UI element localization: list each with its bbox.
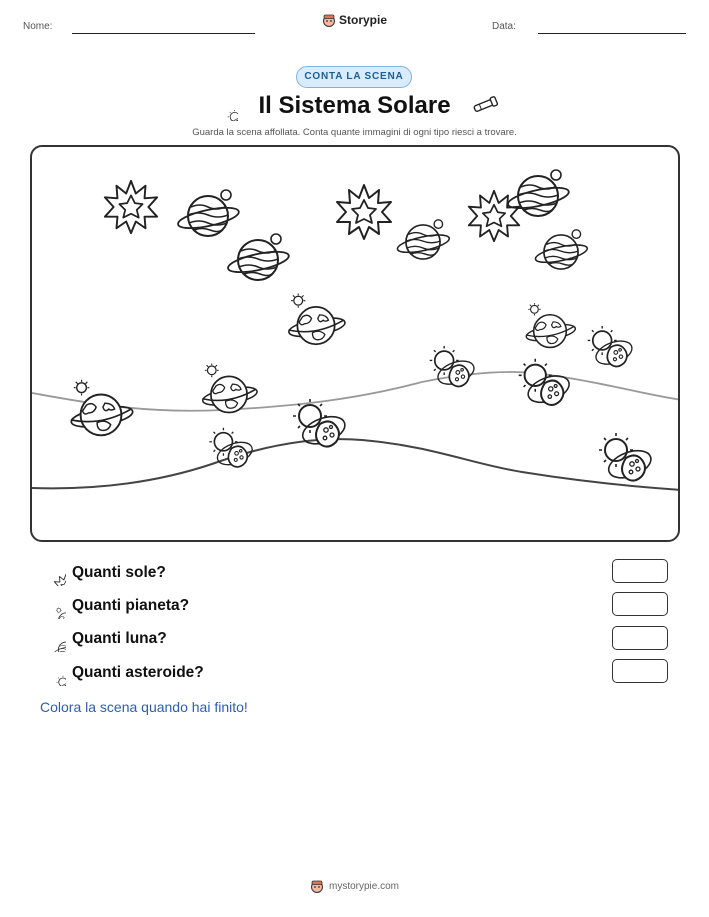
answer-box-pianeta[interactable]: [612, 592, 668, 616]
sun-star-icon: [105, 181, 157, 233]
moon-planet-icon: [396, 220, 451, 259]
storypie-mascot-icon: [310, 879, 324, 893]
name-label: Nome:: [23, 21, 53, 32]
date-line[interactable]: [538, 33, 686, 34]
answer-box-asteroide[interactable]: [612, 659, 668, 683]
asteroid-icon: [430, 346, 477, 389]
asteroid-icon: [588, 326, 635, 369]
footer: [0, 879, 709, 893]
instructions: Guarda la scena affollata. Conta quante immagini di ogni tipo riesci a trovare.: [192, 127, 517, 138]
planet-icon: [525, 303, 576, 347]
brand-logo: [322, 13, 387, 27]
asteroid-icon: [40, 660, 66, 686]
question-row: [40, 626, 167, 652]
sun-star-icon: [337, 185, 391, 239]
question-text: Quanti pianeta?: [72, 597, 190, 614]
sun-star-icon: [40, 560, 66, 586]
asteroid-icon: [599, 433, 655, 483]
name-line[interactable]: [72, 33, 255, 34]
counting-scene: [30, 145, 680, 542]
storypie-mascot-icon: [322, 13, 336, 27]
planet-icon: [201, 363, 258, 412]
question-text: Quanti sole?: [72, 564, 166, 581]
page-title: Il Sistema Solare: [258, 92, 451, 119]
asteroid-icon: [519, 359, 573, 408]
moon-planet-icon: [534, 230, 589, 269]
answer-box-sole[interactable]: [612, 559, 668, 583]
planet-icon: [288, 294, 347, 345]
moon-planet-icon: [176, 190, 240, 236]
question-row: [40, 660, 204, 686]
question-text: Quanti luna?: [72, 630, 167, 647]
moon-planet-icon: [40, 626, 66, 652]
planet-icon: [40, 593, 66, 619]
question-text: Quanti asteroide?: [72, 664, 204, 681]
date-label: Data:: [492, 21, 516, 32]
moon-planet-icon: [226, 234, 290, 280]
telescope-icon: [470, 96, 500, 114]
coloring-instruction: Colora la scena quando hai finito!: [40, 699, 248, 715]
question-row: [40, 560, 166, 586]
answer-box-luna[interactable]: [612, 626, 668, 650]
brand-name: Storypie: [339, 13, 388, 27]
planet-icon: [70, 380, 134, 435]
activity-badge: CONTA LA SCENA: [296, 66, 412, 88]
footer-url[interactable]: mystorypie.com: [328, 880, 399, 892]
question-row: [40, 593, 189, 619]
